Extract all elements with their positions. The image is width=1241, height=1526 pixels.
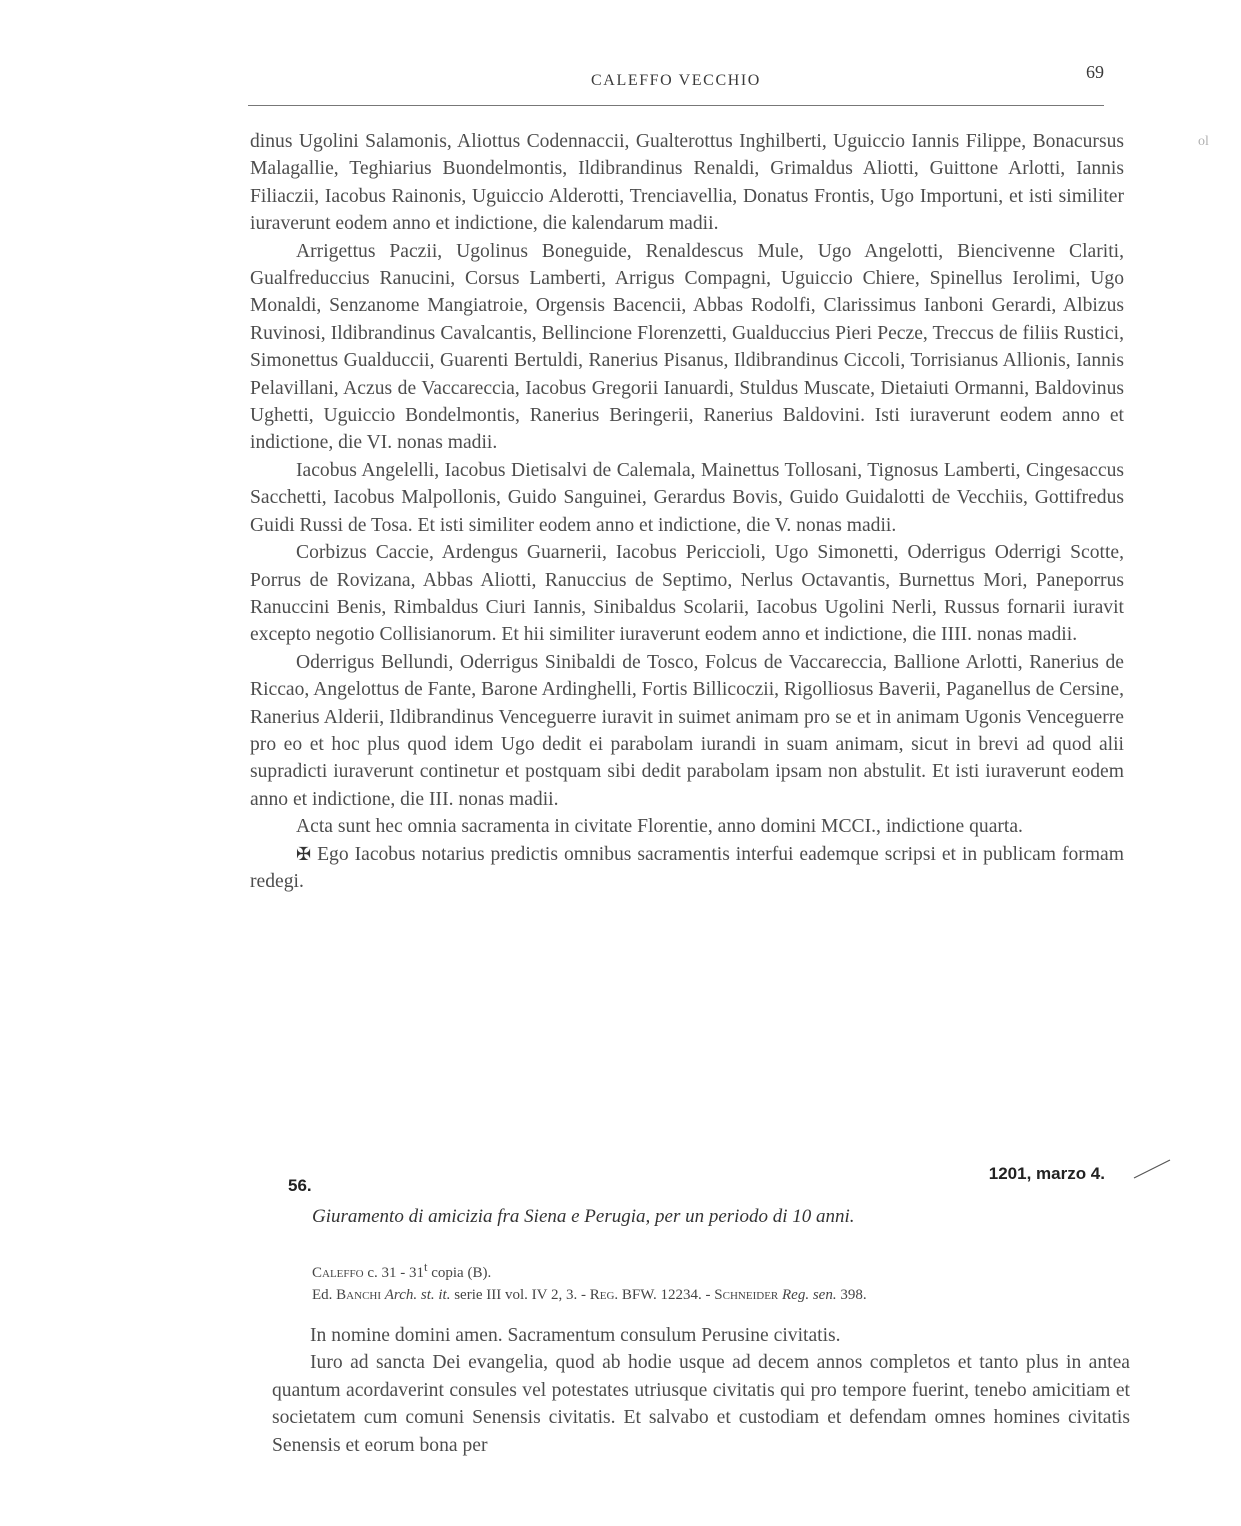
source-archive: Caleffo [312, 1265, 364, 1281]
source-arch: Arch. st. it. [384, 1287, 451, 1303]
document-date: 1201, marzo 4. [988, 1164, 1105, 1183]
running-title: CALEFFO VECCHIO [591, 72, 761, 89]
pen-stroke-icon [1132, 1158, 1172, 1180]
source-folio-sup: t [423, 1260, 428, 1274]
document-paragraph-2: Iuro ad sancta Dei evangelia, quod ab hodie usque ad decem annos completos et tanto plus in antea quantum acordaverint consules vel potestates utriusque civitatis qui pro tempore fuerint, tenebo amicitiam et societatem cum comuni Senensis civitatis. Et salvabo et custodiam et defendam omnes homines civitatis Senensis et eorum bona per [272, 1352, 1130, 1456]
margin-note: ol [1198, 134, 1209, 149]
paragraph-6: Acta sunt hec omnia sacramenta in civitate Florentie, anno domini MCCI., indictione quarta. [296, 816, 1023, 838]
source-num: 398. [840, 1287, 867, 1303]
source-folio: c. 31 - 31 [367, 1265, 424, 1281]
source-regsen: Reg. sen. [782, 1287, 837, 1303]
signature-text: Ego Iacobus notarius predictis omnibus sacramentis interfui eademque scripsi et in publicam formam redegi. [250, 843, 1124, 892]
cross-icon: ✠ [296, 843, 312, 864]
paragraph-2: Arrigettus Paczii, Ugolinus Boneguide, Renaldescus Mule, Ugo Angelotti, Biencivenne Clariti, Gualfreduccius Ranucini, Corsus Lamberti, Arrigus Compagni, Uguiccio Chiere, Spinellus Ierolimi, Ugo Monaldi, Senzanome Mangiatroie, Orgensis Bacencii, Abbas Rodolfi, Clarissimus Ianboni Gerardi, Albizus Ruvinosi, Ildibrandinus Cavalcantis, Bellincione Florenzetti, Gualduccius Pieri Pecze, Treccus de filiis Rustici, Simonettus Gualduccii, Guarenti Bertuldi, Ranerius Pisanus, Ildibrandinus Ciccoli, Torrisianus Allionis, Iannis Pelavillani, Aczus de Vaccareccia, Iacobus Gregorii Ianuardi, Stuldus Muscate, Dietaiuti Ormanni, Baldovinus Ughetti, Uguiccio Bondelmontis, Ranerius Beringerii, Ranerius Baldovini. Isti iuraverunt eodem anno et indictione, die VI. nonas madii. [250, 240, 1124, 454]
header-rule [248, 105, 1104, 106]
source-line-1 [312, 1256, 1132, 1284]
document-regest: Giuramento di amicizia fra Siena e Perugia, per un periodo di 10 anni. [312, 1206, 855, 1227]
running-head [248, 62, 1104, 102]
paragraph-1: dinus Ugolini Salamonis, Aliottus Codennaccii, Gualterottus Inghilberti, Uguiccio Iannis Filippe, Bonacursus Malagallie, Teghiarius Buondelmontis, Ildibrandinus Renaldi, Grimaldus Aliotti, Guittone Arlotti, Iannis Filiaczii, Iacobus Rainonis, Uguiccio Alderotti, Trenciavellia, Donatus Frontis, Ugo Importuni, et isti similiter iuraverunt eodem anno et indictione, die kalendarum madii. [250, 131, 1124, 235]
page-number: 69 [1086, 62, 1104, 82]
source-bfw: BFW. 12234. - [621, 1287, 711, 1303]
document-number: 56. [288, 1176, 312, 1195]
paragraph-4: Corbizus Caccie, Ardengus Guarnerii, Iacobus Periccioli, Ugo Simonetti, Oderrigus Oderrigi Scotte, Porrus de Rovizana, Abbas Aliotti, Ranuccius de Septimo, Nerlus Octavantis, Burnettus Mori, Paneporrus Ranuccini Benis, Rimbaldus Ciuri Iannis, Sinibaldus Scolarii, Iacobus Ugolini Nerli, Russus fornarii iuravit excepto negotio Collisianorum. Et hii similiter iuraverunt eodem anno et indictione, die IIII. nonas madii. [250, 542, 1124, 646]
paragraph-3: Iacobus Angelelli, Iacobus Dietisalvi de Calemala, Mainettus Tollosani, Tignosus Lamberti, Cingesaccus Sacchetti, Iacobus Malpollonis, Guido Sanguinei, Gerardus Bovis, Guido Guidalotti de Vecchiis, Gottifredus Guidi Russi de Tosa. Et isti similiter eodem anno et indictione, die V. nonas madii. [250, 459, 1124, 536]
document-paragraph-1: In nomine domini amen. Sacramentum consulum Perusine civitatis. [310, 1325, 841, 1346]
document-text [272, 1322, 1130, 1459]
source-reg: Reg. [589, 1287, 619, 1303]
source-ed: Ed. [312, 1287, 333, 1303]
source-copy: copia (B). [427, 1265, 492, 1281]
source-schneider: Schneider [714, 1287, 779, 1303]
source-banchi: Banchi [336, 1287, 382, 1303]
document-source [312, 1256, 1132, 1306]
paragraph-5: Oderrigus Bellundi, Oderrigus Sinibaldi de Tosco, Folcus de Vaccareccia, Ballione Arlotti, Ranerius de Riccao, Angelottus de Fante, Barone Ardinghelli, Fortis Billicoczii, Rigolliosus Baverii, Paganellus de Cersine, Ranerius Alderii, Ildibrandinus Venceguerre iuravit in suimet animam pro se et in animam Ugonis Venceguerre pro eo et hoc plus quod idem Ugo dedit ei parabolam iurandi in suam animam, sicut in brevi ad quod alii supradicti iuraverunt continetur et postquam sibi dedit parabolam ipsam non abstulit. Et isti iuraverunt eodem anno et indictione, die III. nonas madii. [250, 651, 1124, 810]
source-line-2 [312, 1284, 1132, 1306]
body-text [250, 128, 1124, 895]
notary-signature [250, 841, 1124, 896]
source-series: serie III vol. IV 2, 3. - [454, 1287, 586, 1303]
